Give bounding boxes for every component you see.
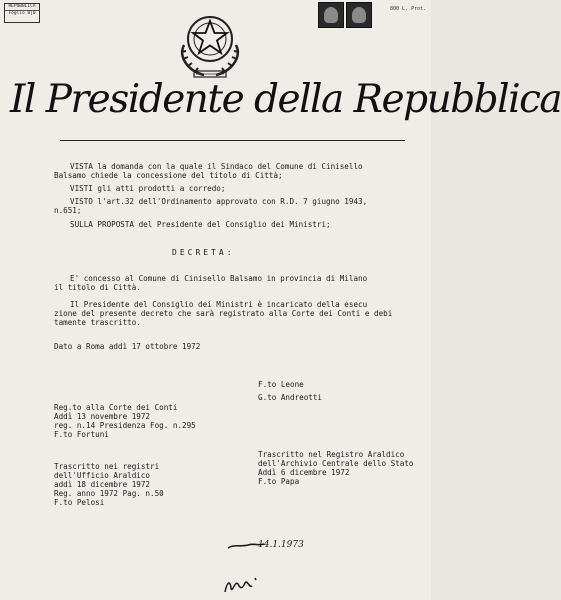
registry-stamp [4, 3, 40, 23]
body-line: tamente trascritto. [54, 318, 141, 327]
decreta-heading: DECRETA: [172, 248, 235, 257]
revenue-stamp-1 [318, 2, 344, 28]
handwritten-initials [222, 574, 262, 596]
date-line: Dato a Roma addì 17 ottobre 1972 [54, 342, 201, 351]
revenue-stamp-value: 800 L. Prot. [390, 6, 427, 12]
signatory: G.to Andreotti [258, 393, 323, 402]
registration-line: F.to Fortuni [54, 430, 109, 439]
registration-line: Reg.to alla Corte dei Conti [54, 403, 178, 412]
italian-republic-emblem [170, 5, 250, 85]
archive-line: Trascritto nel Registro Araldico [258, 450, 405, 459]
registry-stamp-line2: Foglio 8|0 [8, 11, 36, 16]
office-line: Reg. anno 1972 Pag. n.50 [54, 489, 164, 498]
preamble-line: VISTA la domanda con la quale il Sindaco del Comune di Cinisello [70, 162, 363, 171]
preamble-line: VISTO l'art.32 dell'Ordinamento approvato con R.D. 7 giugno 1943, [70, 197, 368, 206]
document-heading: Il Presidente della Repubblica [10, 77, 561, 122]
preamble-line: SULLA PROPOSTA del Presidente del Consiglio dei Ministri; [70, 220, 331, 229]
body-line: E' concesso al Comune di Cinisello Balsamo in provincia di Milano [70, 274, 368, 283]
revenue-stamp-2 [346, 2, 372, 28]
body-line: zione del presente decreto che sarà registrato alla Corte dei Conti e debi [54, 309, 393, 318]
body-line: il titolo di Città. [54, 283, 141, 292]
registration-line: reg. n.14 Presidenza Fog. n.295 [54, 421, 196, 430]
handwritten-date: 14.1.1973 [258, 540, 304, 550]
archive-line: Addì 6 dicembre 1972 [258, 468, 350, 477]
office-line: Trascritto nei registri [54, 462, 160, 471]
registration-line: Addì 13 novembre 1972 [54, 412, 151, 421]
heading-underline [60, 140, 405, 141]
office-line: dell'Ufficio Araldico [54, 471, 151, 480]
office-line: addì 18 dicembre 1972 [54, 480, 151, 489]
registry-stamp-line1: REPUBBLICA [5, 4, 39, 11]
archive-line: F.to Papa [258, 477, 300, 486]
signatory: F.to Leone [258, 380, 304, 389]
archive-line: dell'Archivio Centrale dello Stato [258, 459, 414, 468]
office-line: F.to Pelosi [54, 498, 105, 507]
body-line: Il Presidente del Consiglio dei Ministri è incaricato della esecu [70, 300, 368, 309]
preamble-line: n.651; [54, 206, 82, 215]
preamble-line: Balsamo chiede la concessione del titolo di Città; [54, 171, 283, 180]
preamble-line: VISTI gli atti prodotti a corredo; [70, 184, 226, 193]
